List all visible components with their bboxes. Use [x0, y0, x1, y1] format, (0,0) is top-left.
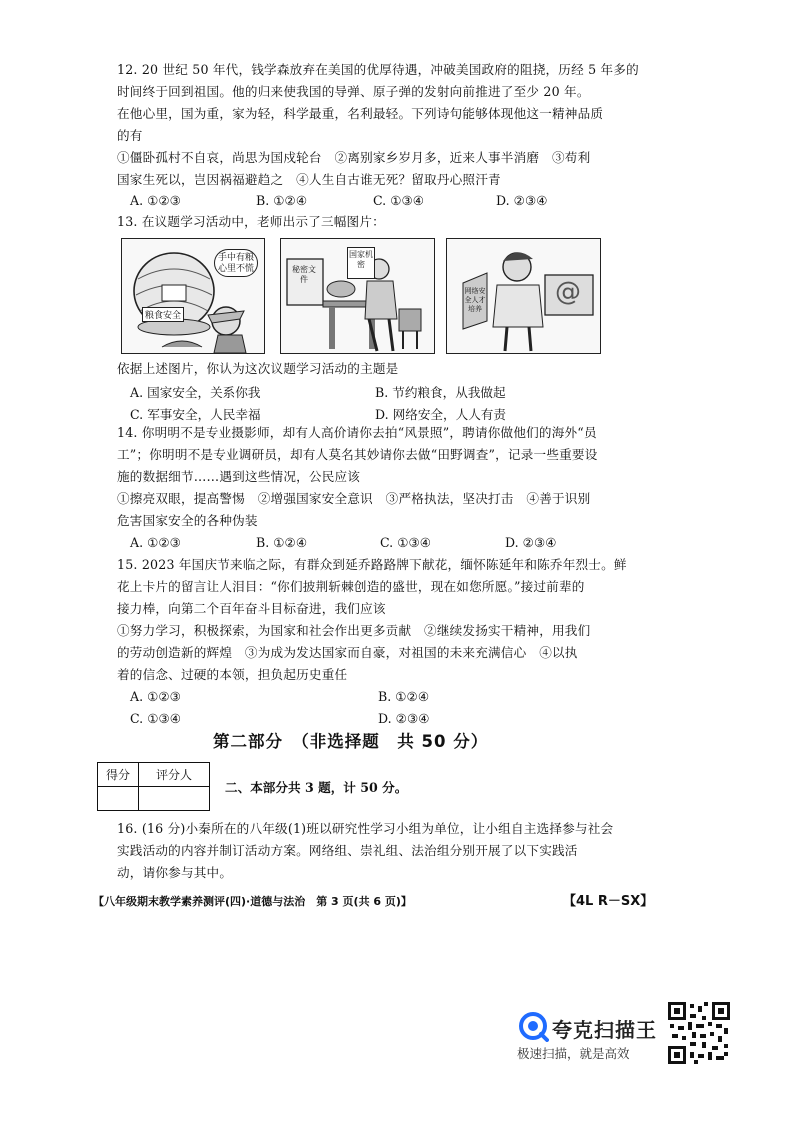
q12-line-3: 在他心里，国为重，家为轻，科学最重，名利最轻。下列诗句能够体现他这一精神品质 [117, 106, 604, 121]
state-secret-sign: 国家机密 [347, 247, 375, 279]
q14-option-c: C. ①③④ [380, 535, 432, 550]
q14-option-b: B. ①②④ [256, 535, 308, 550]
q15-option-a: A. ①②③ [130, 689, 181, 704]
q15-option-b: B. ①②④ [378, 689, 430, 704]
q12-line-1: 12. 20 世纪 50 年代，钱学森放弃在美国的优厚待遇，冲破美国政府的阻挠，历经 5 年多的 [117, 62, 639, 77]
q15-line-4: ①努力学习，积极探索，为国家和社会作出更多贡献 ②继续发扬实干精神，用我们 [117, 623, 591, 638]
q12-option-a: A. ①②③ [130, 193, 181, 208]
secret-file-sign: 秘密文件 [292, 265, 316, 284]
q13-stem: 13. 在议题学习活动中，老师出示了三幅图片： [117, 214, 385, 229]
cyber-security-illustration [446, 238, 601, 354]
speech-bubble: 手中有粮心里不慌 [214, 249, 258, 277]
q14-line-5: 危害国家安全的各种伪装 [117, 513, 258, 528]
q12-line-2: 时间终于回到祖国。他的归来使我国的导弹、原子弹的发射向前推进了至少 20 年。 [117, 84, 590, 99]
q15-line-5: 的劳动创造新的辉煌 ③为成为发达国家而自豪，对祖国的未来充满信心 ④以执 [117, 645, 578, 660]
q13-question: 依据上述图片，你认为这次议题学习活动的主题是 [117, 361, 399, 376]
qr-code-icon [668, 1002, 730, 1064]
q15-line-1: 15. 2023 年国庆节来临之际，有群众到延乔路路牌下献花，缅怀陈延年和陈乔年烈士。鲜 [117, 557, 627, 572]
q12-line-4: 的有 [117, 128, 143, 143]
q13-option-b: B. 节约粮食，从我做起 [375, 385, 506, 400]
page-footer: 【八年级期末教学素养测评(四)·道德与法治 第 3 页(共 6 页)】 [93, 895, 412, 908]
q13-option-c: C. 军事安全，人民幸福 [130, 407, 261, 422]
q16-line-2: 实践活动的内容并制订活动方案。网络组、崇礼组、法治组分别开展了以下实践活 [117, 843, 578, 858]
score-cell[interactable] [98, 787, 139, 811]
grain-security-illustration [121, 238, 265, 354]
scanner-app-name: 夸克扫描王 [552, 1018, 657, 1042]
q14-line-1: 14. 你明明不是专业摄影师，却有人高价请你去拍“风景照”，聘请你做他们的海外“员 [117, 425, 597, 440]
national-secret-illustration [280, 238, 435, 354]
score-table [97, 762, 210, 811]
q14-option-d: D. ②③④ [505, 535, 557, 550]
q12-line-6: 国家生死以，岂因祸福避趋之 ④人生自古谁无死？留取丹心照汗青 [117, 172, 501, 187]
q15-line-6: 着的信念、过硬的本领，担负起历史重任 [117, 667, 348, 682]
q15-option-c: C. ①③④ [130, 711, 182, 726]
part-two-note: 二、本部分共 3 题，计 50 分。 [225, 780, 408, 795]
q14-line-3: 施的数据细节……遇到这些情况，公民应该 [117, 469, 361, 484]
grain-security-label: 粮食安全 [142, 307, 184, 322]
part-two-title: 第二部分 （非选择题 共 50 分） [213, 732, 489, 751]
q16-line-3: 动，请你参与其中。 [117, 865, 233, 880]
grader-cell[interactable] [139, 787, 210, 811]
scanner-logo-icon [517, 1010, 549, 1042]
q15-option-d: D. ②③④ [378, 711, 430, 726]
q13-option-d: D. 网络安全，人人有责 [375, 407, 506, 422]
q14-option-a: A. ①②③ [130, 535, 181, 550]
q14-line-2: 工”；你明明不是专业调研员，却有人莫名其妙请你去做“田野调查”，记录一些重要设 [117, 447, 598, 462]
q12-option-c: C. ①③④ [373, 193, 425, 208]
q13-option-a: A. 国家安全，关系你我 [130, 385, 261, 400]
cyber-talent-sign: 网络安全人才培养 [464, 287, 486, 313]
paper-code: 【4L R－SX】 [563, 894, 654, 909]
grader-header: 评分人 [139, 763, 210, 787]
q14-line-4: ①擦亮双眼，提高警惕 ②增强国家安全意识 ③严格执法，坚决打击 ④善于识别 [117, 491, 591, 506]
at-sign-icon: @ [555, 277, 581, 307]
q12-option-d: D. ②③④ [496, 193, 548, 208]
score-header: 得分 [98, 763, 139, 787]
q16-line-1: 16. (16 分)小秦所在的八年级(1)班以研究性学习小组为单位，让小组自主选择参与社会 [117, 821, 614, 836]
q12-option-b: B. ①②④ [256, 193, 308, 208]
q15-line-2: 花上卡片的留言让人泪目：“你们披荆斩棘创造的盛世，现在如您所愿。”接过前辈的 [117, 579, 585, 594]
q15-line-3: 接力棒，向第二个百年奋斗目标奋进，我们应该 [117, 601, 386, 616]
scanner-slogan: 极速扫描，就是高效 [517, 1046, 630, 1061]
q12-line-5: ①僵卧孤村不自哀，尚思为国戍轮台 ②离别家乡岁月多，近来人事半消磨 ③苟利 [117, 150, 591, 165]
